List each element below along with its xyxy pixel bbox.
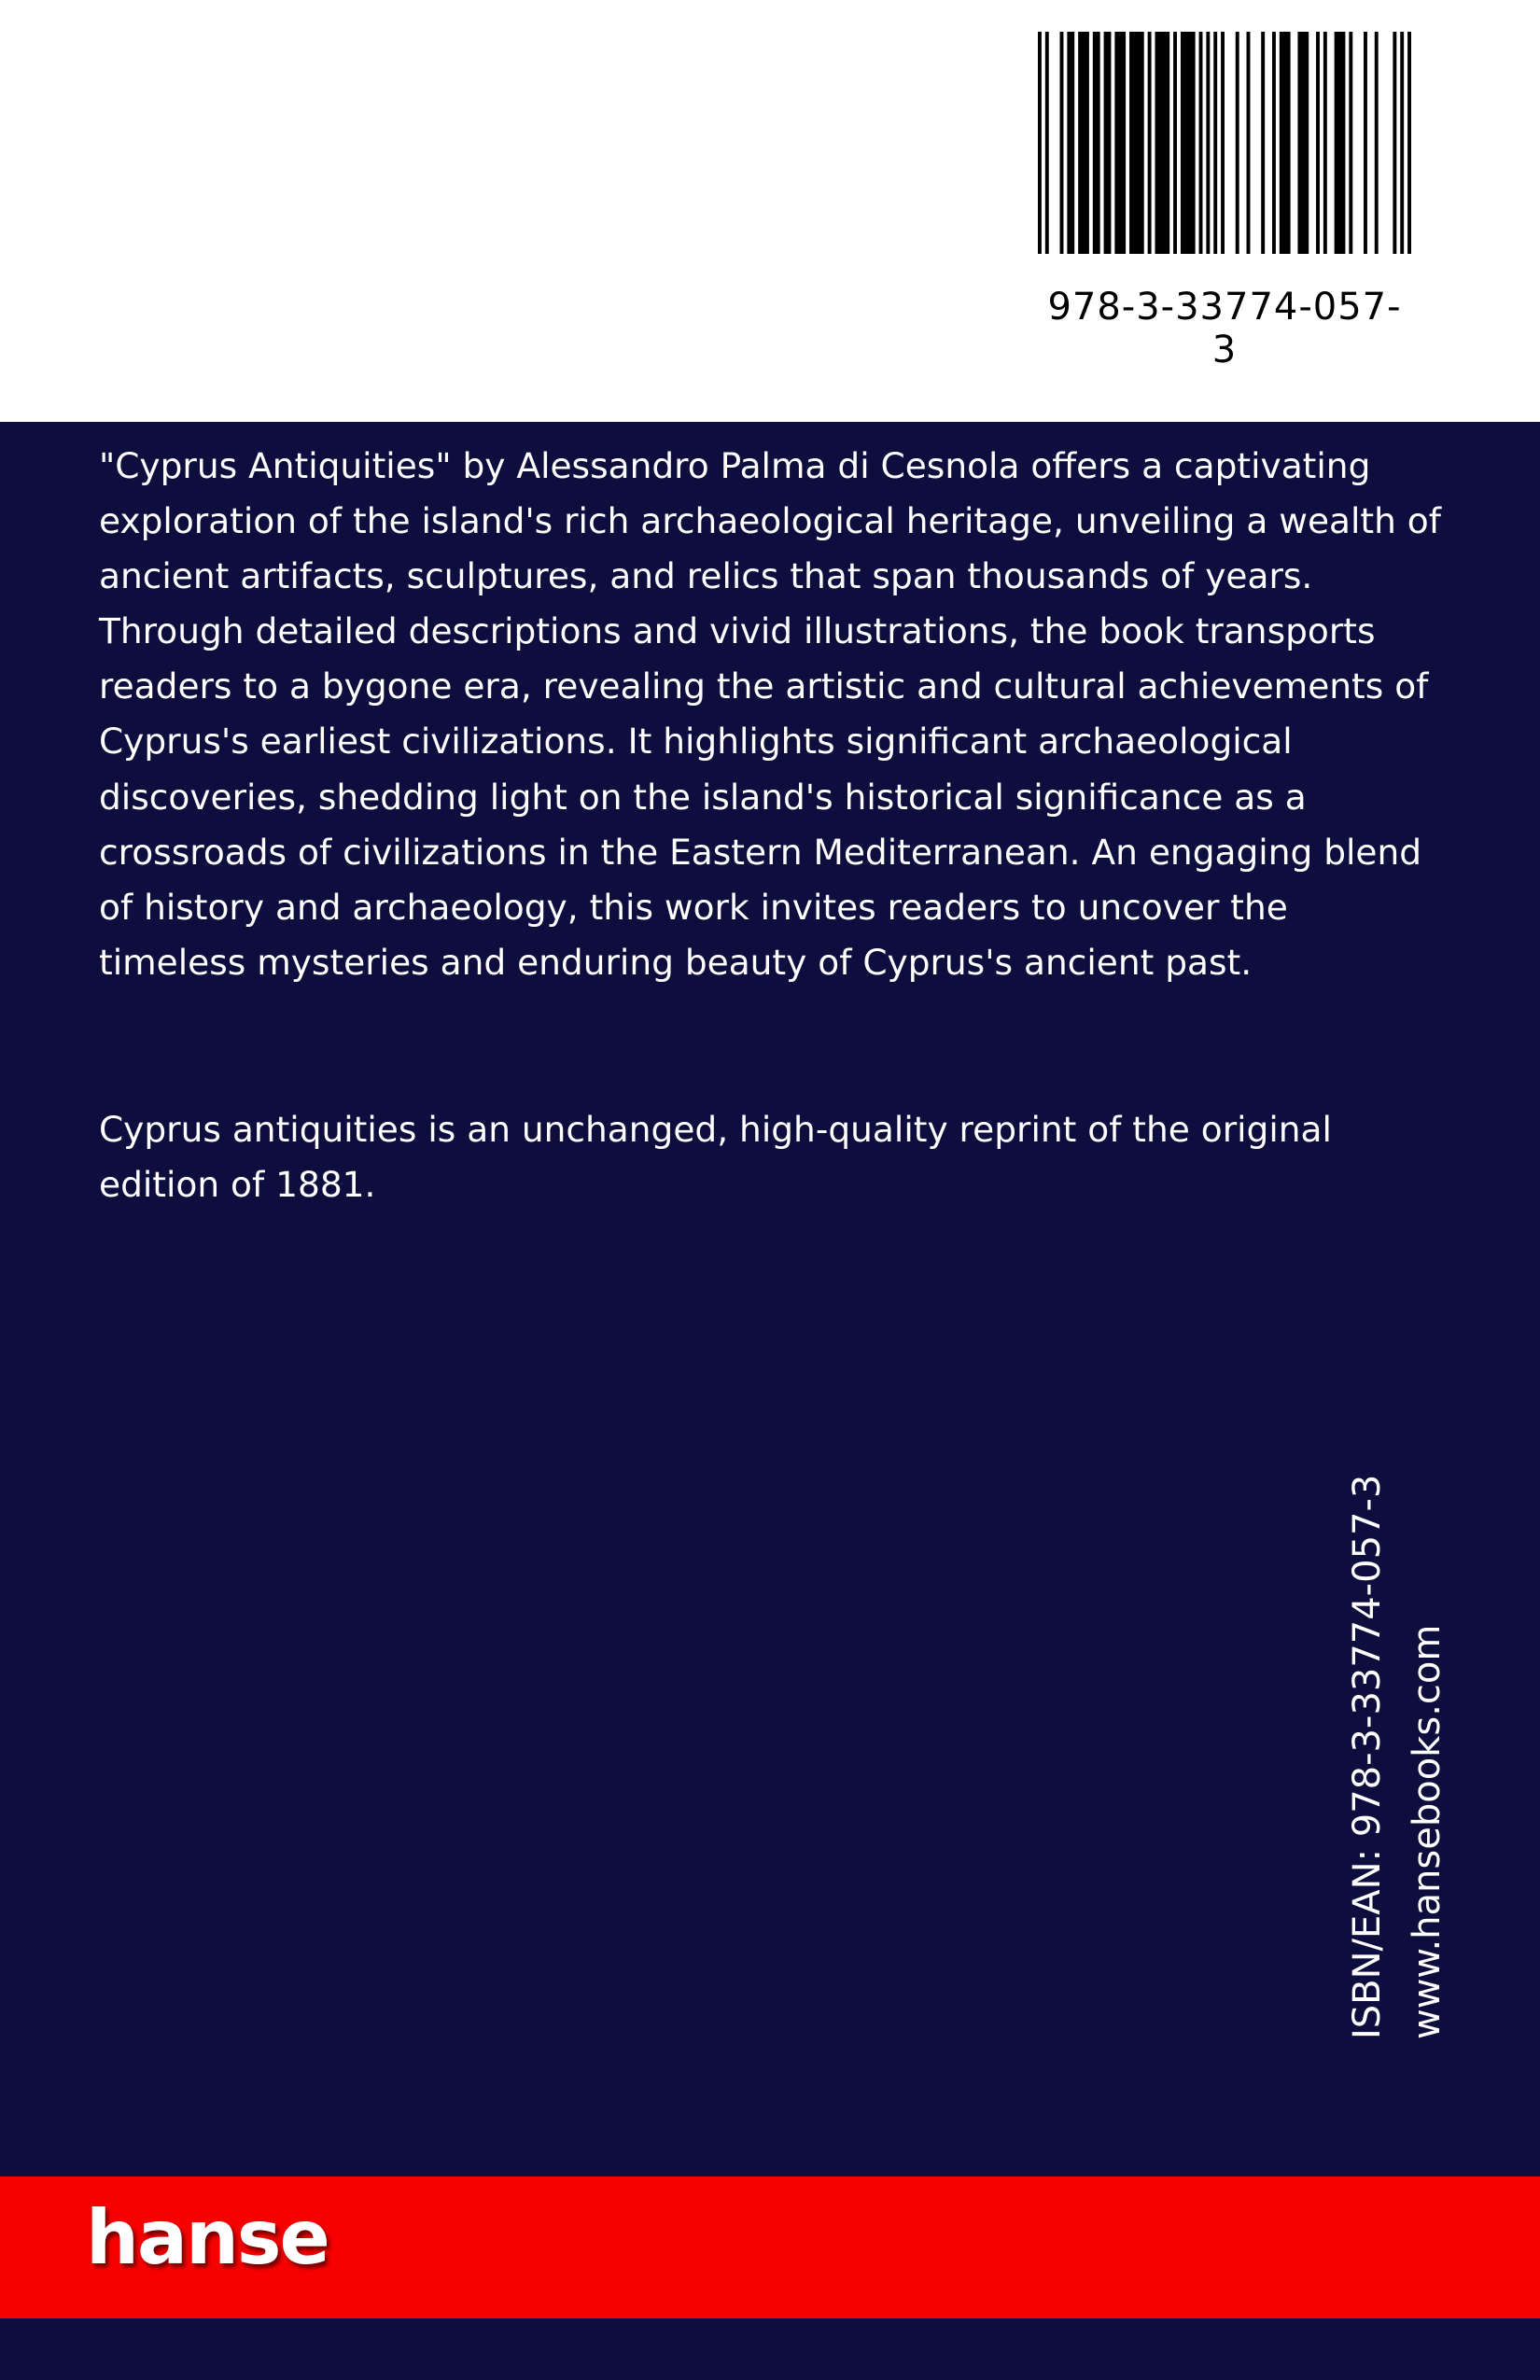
barcode-bar: [1280, 32, 1291, 254]
barcode-bar: [1316, 32, 1320, 254]
barcode-bar: [1148, 32, 1152, 254]
website-text: www.hansebooks.com: [1406, 1624, 1449, 2039]
barcode-bar: [1400, 32, 1404, 254]
barcode-bar: [1038, 32, 1042, 254]
barcode-bar: [1114, 32, 1126, 254]
barcode-bar: [1104, 32, 1112, 254]
barcode-bar: [1323, 32, 1327, 254]
barcode-bar: [1375, 32, 1379, 254]
barcode-bar: [1272, 32, 1276, 254]
barcode-bar: [1297, 32, 1309, 254]
barcode-bar: [1407, 32, 1411, 254]
barcode-bar: [1045, 32, 1049, 254]
barcode-bar: [1199, 32, 1203, 254]
barcode-bar: [1349, 32, 1352, 254]
isbn-text: ISBN/EAN: 978-3-33774-057-3: [1346, 1474, 1389, 2039]
barcode-bar: [1206, 32, 1210, 254]
barcode-bars: [1038, 32, 1411, 254]
bottom-band: [0, 2318, 1540, 2380]
barcode-bar: [1078, 32, 1089, 254]
barcode-digits: 978-3-33774-057-3: [1047, 286, 1402, 371]
barcode-bar: [1093, 32, 1100, 254]
barcode-bar: [1067, 32, 1074, 254]
barcode-bar: [1261, 32, 1265, 254]
barcode-bar: [1221, 32, 1225, 254]
barcode-bar: [1393, 32, 1396, 254]
spine-info: [1337, 1475, 1457, 2039]
barcode-bar: [1335, 32, 1346, 254]
barcode-bar: [1181, 32, 1196, 254]
barcode-bar: [1173, 32, 1177, 254]
barcode-bar: [1129, 32, 1144, 254]
reprint-note: Cyprus antiquities is an unchanged, high-quality reprint of the original edition of 1881.: [99, 1109, 1332, 1206]
barcode-bar: [1236, 32, 1239, 254]
barcode: [1038, 32, 1411, 371]
barcode-bar: [1213, 32, 1217, 254]
top-white-band: [0, 0, 1540, 422]
barcode-bar: [1155, 32, 1169, 254]
book-description: "Cyprus Antiquities" by Alessandro Palma di Cesnola offers a captivating exploration of the island's rich archaeological heritage, unveiling a wealth of ancient artifacts, sculptures, and relics that span thousands of years. Through detailed descriptions and vivid illustrations, the book transports readers to a bygone era, revealing the artistic and cultural achievements of Cyprus's earliest civilizations. It highlights significant archaeological discoveries, shedding light on the island's historical significance as a crossroads of civilizations in the Eastern Mediterranean. An engaging blend of history and archaeology, this work invites readers to uncover the timeless mysteries and enduring beauty of Cyprus's ancient past.: [99, 445, 1441, 983]
hanse-logo: hanse: [86, 2194, 329, 2281]
barcode-bar: [1364, 32, 1367, 254]
barcode-bar: [1247, 32, 1251, 254]
barcode-bar: [1060, 32, 1064, 254]
